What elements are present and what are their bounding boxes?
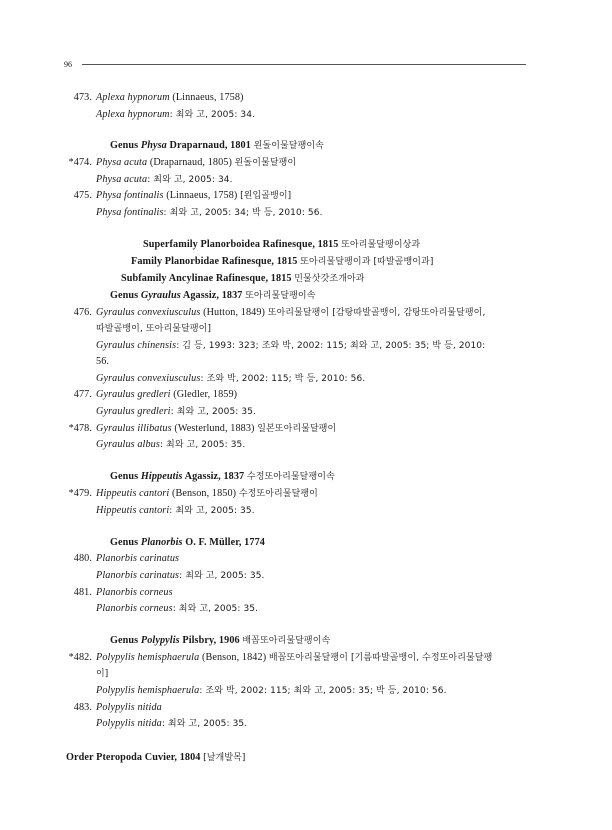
korean-name: 배꼽또아리물달팽이 [기름따발골뱅이, 수정또아리물달팽 bbox=[268, 653, 493, 663]
korean-name-cont: 이] bbox=[96, 669, 109, 679]
entry-481 bbox=[62, 587, 173, 599]
entry-number: *482. bbox=[68, 652, 92, 663]
rank: Genus bbox=[110, 537, 139, 548]
ref-476-a-cont bbox=[96, 356, 109, 368]
species-name: hypnorum bbox=[127, 92, 170, 103]
ref-481 bbox=[96, 603, 258, 615]
genus-hippeutis-heading bbox=[110, 471, 335, 483]
species-name: Gyraulus convexiusculus bbox=[96, 307, 201, 318]
ref-482 bbox=[96, 685, 447, 697]
family-heading bbox=[131, 256, 433, 268]
entry-482 bbox=[62, 652, 492, 664]
taxon: Superfamily Planorboidea Rafinesque, 1815 bbox=[143, 239, 339, 250]
species-name: Planorbis corneus bbox=[96, 587, 173, 598]
author: (Benson, 1850) bbox=[171, 488, 237, 499]
genus-planorbis-heading bbox=[110, 537, 265, 549]
entry-number: 473. bbox=[73, 92, 92, 103]
genus-gyraulus-heading bbox=[110, 290, 316, 302]
species-name: Polypylis nitida bbox=[96, 702, 162, 713]
genus-polypylis-heading bbox=[110, 635, 330, 647]
ref-text: : 최와 고, 2005: 35. bbox=[161, 719, 248, 729]
ref-text: : 최와 고, 2005: 35. bbox=[170, 407, 256, 417]
entry-476 bbox=[62, 307, 485, 319]
ref-name: Physa acuta bbox=[96, 174, 148, 185]
korean-name: 또아리물달팽이상과 bbox=[341, 240, 421, 250]
korean-name: 수정또아리물달팽이속 bbox=[246, 472, 335, 482]
korean-name: 또아리물달팽이속 bbox=[245, 291, 316, 301]
ref-483 bbox=[96, 718, 247, 730]
entry-476-cont bbox=[96, 323, 211, 335]
author: Draparnaud, 1801 bbox=[169, 140, 251, 151]
korean-name: 민물삿갓조개아과 bbox=[294, 274, 365, 284]
entry-number: 477. bbox=[73, 389, 92, 400]
genus-name: Aplexa bbox=[96, 92, 125, 103]
order-heading bbox=[66, 752, 246, 764]
author: (Gledler, 1859) bbox=[173, 389, 238, 400]
rank: Genus bbox=[110, 471, 139, 482]
author: O. F. Müller, 1774 bbox=[185, 537, 265, 548]
rank: Genus bbox=[110, 140, 139, 151]
ref-name: Polypylis nitida bbox=[96, 718, 162, 729]
genus-physa-heading bbox=[110, 140, 324, 152]
ref-text: : 조와 박, 2002: 115; 박 등, 2010: 56. bbox=[200, 374, 366, 384]
korean-name: 또아리물달팽이 [감탕따발골뱅이, 감탕또아리물달팽이, bbox=[267, 308, 486, 318]
page-number: 96 bbox=[64, 60, 72, 69]
ref-name: Hippeutis cantori bbox=[96, 505, 170, 516]
author: (Draparnaud, 1805) bbox=[149, 157, 232, 168]
species-name: Polypylis hemisphaerula bbox=[96, 652, 200, 663]
subfamily-heading bbox=[121, 273, 365, 285]
ref-479 bbox=[96, 505, 255, 517]
entry-number: 483. bbox=[73, 702, 92, 713]
korean-name: 배꼽또아리물달팽이속 bbox=[242, 636, 331, 646]
author: (Linnaeus, 1758) bbox=[172, 92, 244, 103]
ref-name: Gyraulus chinensis bbox=[96, 340, 177, 351]
korean-name: [왼입골뱅이] bbox=[240, 191, 292, 201]
entry-482-cont bbox=[96, 668, 108, 680]
ref-name: Physa fontinalis bbox=[96, 207, 164, 218]
taxon: Order Pteropoda Cuvier, 1804 bbox=[66, 752, 201, 763]
genus-name: Physa bbox=[140, 140, 167, 151]
entry-480 bbox=[62, 553, 179, 565]
entry-475 bbox=[62, 190, 291, 202]
header-rule bbox=[82, 64, 526, 65]
entry-number: 481. bbox=[73, 587, 92, 598]
species-name: Gyraulus gredleri bbox=[96, 389, 171, 400]
entry-478 bbox=[62, 423, 336, 435]
ref-text: : 조와 박, 2002: 115; 최와 고, 2005: 35; 박 등, 2010: 56. bbox=[199, 686, 447, 696]
ref-name: Gyraulus convexiusculus bbox=[96, 373, 201, 384]
korean-name: 일본또아리물달팽이 bbox=[257, 424, 337, 434]
ref-name: Aplexa hypnorum bbox=[96, 109, 170, 120]
entry-474 bbox=[62, 157, 296, 169]
genus-name: Polypylis bbox=[140, 635, 180, 646]
korean-name: 왼돌이물달팽이속 bbox=[253, 141, 324, 151]
author: (Benson, 1842) bbox=[201, 652, 267, 663]
entry-number: *479. bbox=[68, 488, 92, 499]
author: Agassiz, 1837 bbox=[184, 471, 245, 482]
korean-name: 왼돌이물달팽이 bbox=[234, 158, 297, 168]
ref-text-cont: 56. bbox=[96, 356, 110, 367]
ref-name: Polypylis hemisphaerula bbox=[96, 685, 200, 696]
ref-text: : 김 등, 1993: 323; 조와 박, 2002: 115; 최와 고, 2005: 35; 박 등, 2010: bbox=[176, 341, 486, 351]
author: Agassiz, 1837 bbox=[182, 290, 243, 301]
korean-name: 또아리물달팽이과 [따발골뱅이과] bbox=[300, 257, 434, 267]
ref-text: : 최와 고, 2005: 35. bbox=[159, 440, 246, 450]
entry-477 bbox=[62, 389, 237, 401]
author: (Hutton, 1849) bbox=[203, 307, 266, 318]
species-name: Physa fontinalis bbox=[96, 190, 164, 201]
ref-477 bbox=[96, 406, 256, 418]
rank: Genus bbox=[110, 635, 139, 646]
ref-text: : 최와 고, 2005: 34; 박 등, 2010: 56. bbox=[163, 208, 323, 218]
ref-475 bbox=[96, 207, 323, 219]
ref-name: Planorbis corneus bbox=[96, 603, 173, 614]
ref-text: : 최와 고, 2005: 35. bbox=[172, 604, 259, 614]
superfamily-heading bbox=[143, 239, 420, 251]
ref-text: : 최와 고, 2005: 34. bbox=[169, 110, 256, 120]
korean-name-cont: 따발골뱅이, 또아리물달팽이] bbox=[96, 324, 212, 334]
ref-480 bbox=[96, 570, 265, 582]
ref-473 bbox=[96, 109, 255, 121]
ref-476-a bbox=[96, 340, 485, 352]
entry-473 bbox=[62, 92, 244, 104]
author: (Linnaeus, 1758) bbox=[166, 190, 238, 201]
entry-number: *478. bbox=[68, 423, 92, 434]
ref-474 bbox=[96, 174, 233, 186]
author: Pilsbry, 1906 bbox=[182, 635, 240, 646]
ref-name: Gyraulus albus bbox=[96, 439, 160, 450]
ref-text: : 최와 고, 2005: 35. bbox=[169, 506, 255, 516]
ref-476-b bbox=[96, 373, 365, 385]
korean-name: 수정또아리물달팽이 bbox=[238, 489, 318, 499]
author: (Westerlund, 1883) bbox=[174, 423, 255, 434]
species-name: Hippeutis cantori bbox=[96, 488, 170, 499]
ref-text: : 최와 고, 2005: 35. bbox=[179, 571, 265, 581]
genus-name: Gyraulus bbox=[140, 290, 181, 301]
entry-479 bbox=[62, 488, 318, 500]
ref-478 bbox=[96, 439, 245, 451]
entry-number: 480. bbox=[73, 553, 92, 564]
genus-name: Hippeutis bbox=[140, 471, 183, 482]
entry-number: 475. bbox=[73, 190, 92, 201]
taxon: Family Planorbidae Rafinesque, 1815 bbox=[131, 256, 298, 267]
entry-number: 476. bbox=[73, 307, 92, 318]
entry-number: *474. bbox=[68, 157, 92, 168]
korean-name: [날개발목] bbox=[203, 753, 246, 763]
entry-483 bbox=[62, 702, 162, 714]
species-name: Gyraulus illibatus bbox=[96, 423, 172, 434]
genus-name: Planorbis bbox=[140, 537, 183, 548]
taxon: Subfamily Ancylinae Rafinesque, 1815 bbox=[121, 273, 292, 284]
rank: Genus bbox=[110, 290, 139, 301]
ref-name: Gyraulus gredleri bbox=[96, 406, 171, 417]
species-name: Physa acuta bbox=[96, 157, 148, 168]
species-name: Planorbis carinatus bbox=[96, 553, 180, 564]
ref-text: : 최와 고, 2005: 34. bbox=[147, 175, 233, 185]
ref-name: Planorbis carinatus bbox=[96, 570, 180, 581]
